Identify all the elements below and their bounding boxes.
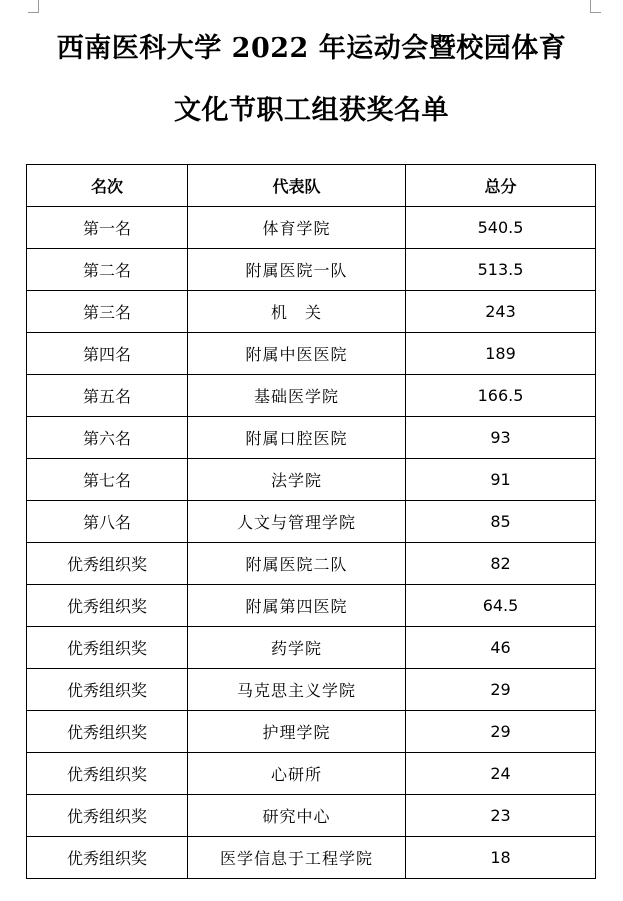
score-cell: 85 — [406, 501, 596, 543]
table-row — [27, 459, 596, 501]
team-cell: 附属中医医院 — [188, 333, 406, 375]
table-row — [27, 753, 596, 795]
table-row — [27, 249, 596, 291]
team-cell: 机 关 — [188, 291, 406, 333]
team-cell: 人文与管理学院 — [188, 501, 406, 543]
rank-cell: 优秀组织奖 — [27, 627, 188, 669]
team-cell: 医学信息于工程学院 — [188, 837, 406, 879]
page-corner-mark-left — [28, 0, 39, 13]
rank-cell: 优秀组织奖 — [27, 585, 188, 627]
team-cell: 附属医院一队 — [188, 249, 406, 291]
team-cell: 法学院 — [188, 459, 406, 501]
rank-cell: 优秀组织奖 — [27, 711, 188, 753]
header-rank: 名次 — [27, 165, 188, 207]
score-cell: 93 — [406, 417, 596, 459]
rank-cell: 第八名 — [27, 501, 188, 543]
team-cell: 附属医院二队 — [188, 543, 406, 585]
score-cell: 243 — [406, 291, 596, 333]
rank-cell: 第二名 — [27, 249, 188, 291]
table-row — [27, 585, 596, 627]
table-body — [27, 207, 596, 879]
table-row — [27, 543, 596, 585]
score-cell: 189 — [406, 333, 596, 375]
rank-cell: 第六名 — [27, 417, 188, 459]
score-cell: 29 — [406, 711, 596, 753]
score-cell: 18 — [406, 837, 596, 879]
table-row — [27, 627, 596, 669]
score-cell: 46 — [406, 627, 596, 669]
table-row — [27, 795, 596, 837]
team-cell: 体育学院 — [188, 207, 406, 249]
table-row — [27, 375, 596, 417]
score-cell: 23 — [406, 795, 596, 837]
page-corner-mark-right — [590, 0, 601, 13]
rank-cell: 第三名 — [27, 291, 188, 333]
team-cell: 护理学院 — [188, 711, 406, 753]
team-cell: 基础医学院 — [188, 375, 406, 417]
rank-cell: 第一名 — [27, 207, 188, 249]
score-cell: 540.5 — [406, 207, 596, 249]
rank-cell: 优秀组织奖 — [27, 543, 188, 585]
rank-cell: 优秀组织奖 — [27, 669, 188, 711]
header-score: 总分 — [406, 165, 596, 207]
team-cell: 附属口腔医院 — [188, 417, 406, 459]
document-title-line-2: 文化节职工组获奖名单 — [174, 95, 449, 126]
team-cell: 药学院 — [188, 627, 406, 669]
score-cell: 64.5 — [406, 585, 596, 627]
rank-cell: 优秀组织奖 — [27, 795, 188, 837]
rank-cell: 第五名 — [27, 375, 188, 417]
team-cell: 附属第四医院 — [188, 585, 406, 627]
table-row — [27, 333, 596, 375]
table-row — [27, 711, 596, 753]
table-header-row — [27, 165, 596, 207]
rank-cell: 第七名 — [27, 459, 188, 501]
team-cell: 马克思主义学院 — [188, 669, 406, 711]
score-cell: 91 — [406, 459, 596, 501]
document-title-line-1: 西南医科大学 2022 年运动会暨校园体育 — [56, 33, 567, 64]
score-cell: 29 — [406, 669, 596, 711]
table-row — [27, 501, 596, 543]
rank-cell: 优秀组织奖 — [27, 837, 188, 879]
table-row — [27, 837, 596, 879]
team-cell: 心研所 — [188, 753, 406, 795]
score-cell: 24 — [406, 753, 596, 795]
score-cell: 82 — [406, 543, 596, 585]
awards-table — [26, 164, 596, 879]
table-row — [27, 669, 596, 711]
rank-cell: 优秀组织奖 — [27, 753, 188, 795]
table-row — [27, 207, 596, 249]
score-cell: 513.5 — [406, 249, 596, 291]
table-row — [27, 417, 596, 459]
score-cell: 166.5 — [406, 375, 596, 417]
team-cell: 研究中心 — [188, 795, 406, 837]
header-team: 代表队 — [188, 165, 406, 207]
table-row — [27, 291, 596, 333]
rank-cell: 第四名 — [27, 333, 188, 375]
